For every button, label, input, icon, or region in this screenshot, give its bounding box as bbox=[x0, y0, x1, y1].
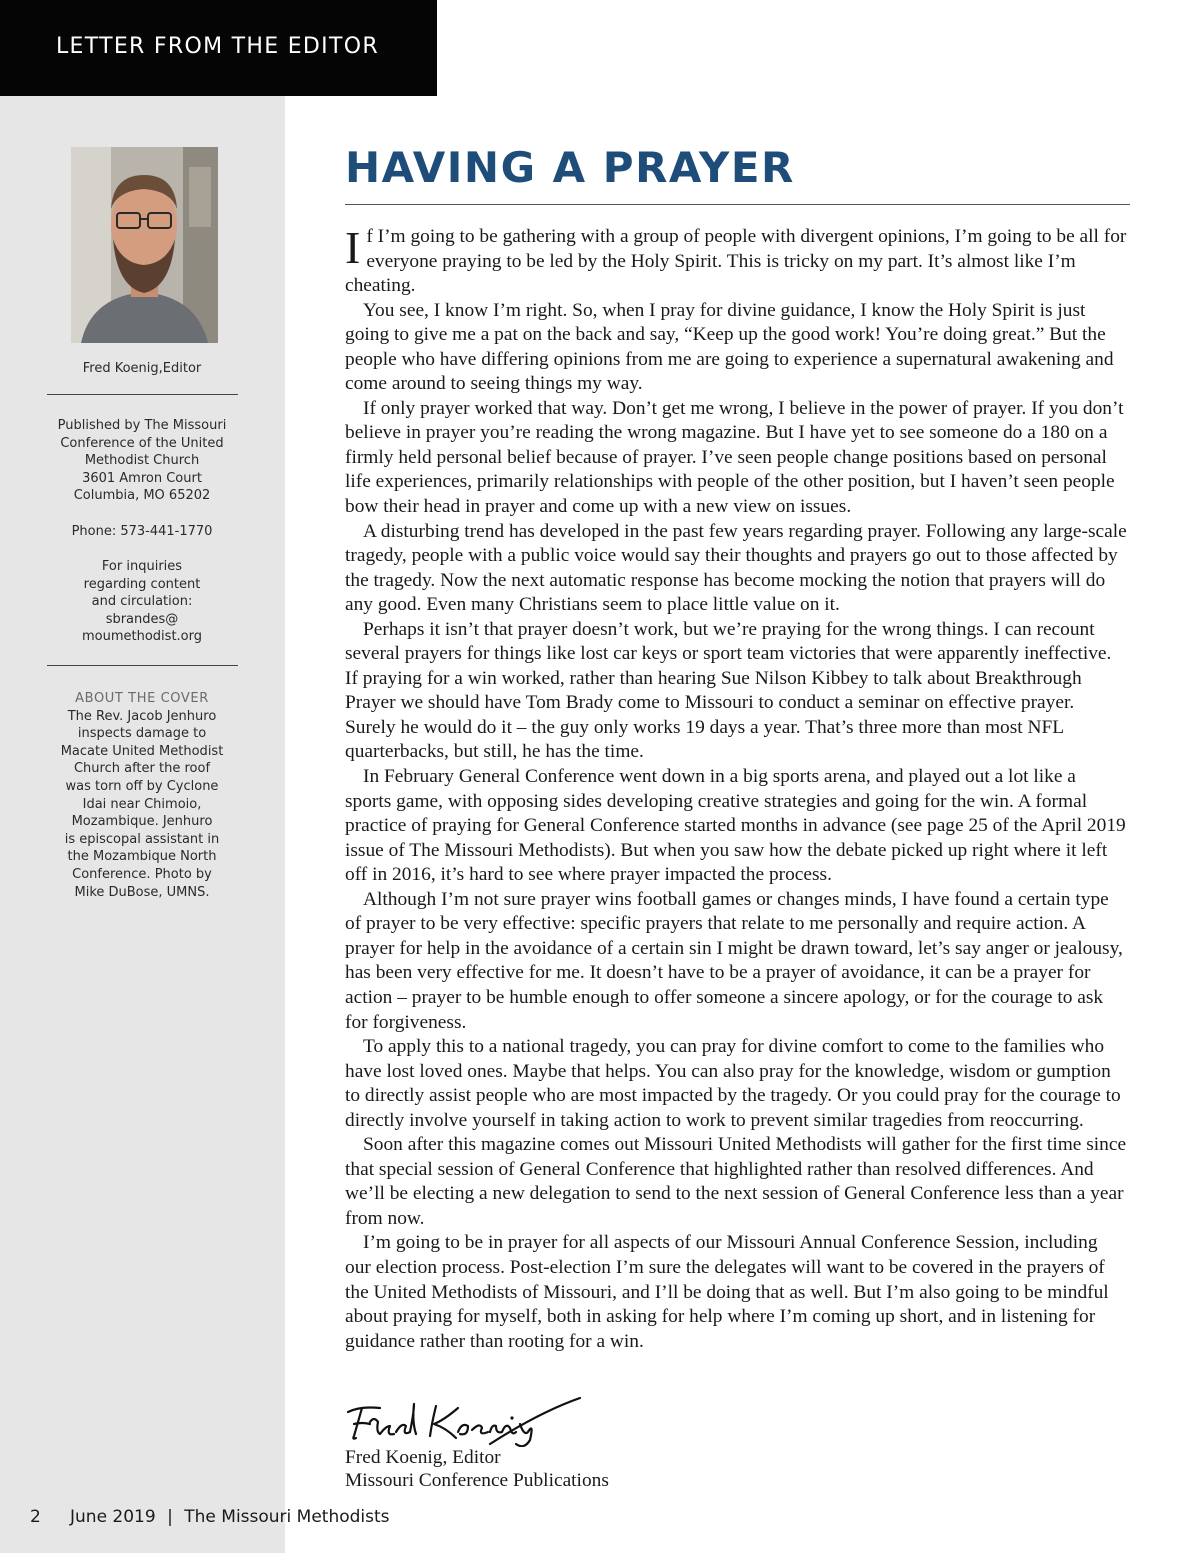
inquiries-line: moumethodist.org bbox=[82, 629, 202, 645]
footer-separator: | bbox=[167, 1507, 173, 1527]
cover-text-line: Church after the roof bbox=[73, 761, 211, 777]
inquiries-info bbox=[46, 558, 238, 646]
cover-text-line: inspects damage to bbox=[77, 726, 207, 742]
inquiries-line: For inquiries bbox=[101, 559, 183, 574]
photo-caption: Fred Koenig,Editor bbox=[82, 361, 202, 376]
sidebar-divider bbox=[47, 665, 238, 666]
publisher-info bbox=[46, 417, 238, 505]
publication-name: The Missouri Methodists bbox=[184, 1507, 390, 1527]
article-body bbox=[345, 222, 1127, 1354]
publisher-line: 3601 Amron Court bbox=[82, 470, 202, 486]
phone-number: Phone: 573-441-1770 bbox=[71, 524, 213, 539]
cover-heading: ABOUT THE COVER bbox=[75, 691, 209, 706]
sign-off-organization: Missouri Conference Publications bbox=[345, 1469, 609, 1491]
article-paragraph: If only prayer worked that way. Don’t get me wrong, I believe in the power of prayer. If you don’t believe in prayer you’re reading the wrong magazine. But I have yet to see someone do a 180 on a firmly held personal belief because of prayer. I’ve seen people change positions based on personal life experiences, primarily relationships with people of the other position, but I haven’t seen people bow their head in prayer and come up with a new view on issues. bbox=[345, 397, 1124, 518]
cover-text-line: the Mozambique North bbox=[67, 849, 217, 865]
page-footer bbox=[30, 1507, 390, 1527]
cover-text-line: The Rev. Jacob Jenhuro bbox=[67, 708, 217, 724]
inquiries-line: and circulation: bbox=[91, 594, 193, 610]
inquiries-line: regarding content bbox=[83, 576, 201, 592]
issue-date: June 2019 bbox=[70, 1507, 156, 1527]
cover-text-line: Macate United Methodist bbox=[60, 743, 224, 759]
article-paragraph: I’m going to be in prayer for all aspects of our Missouri Annual Conference Session, including our election process. Post-election I’m sure the delegates will want to be covered in the prayers of the United Methodists of Missouri, and I’ll be doing that as well. But I’m also going to be mindful about praying for myself, both in asking for help where I’m coming up short, and in listening for guidance rather than rooting for a win. bbox=[345, 1232, 1109, 1352]
article-paragraph: Although I’m not sure prayer wins football games or changes minds, I have found a certain type of prayer to be very effective: specific prayers that relate to me personally and require action. A prayer for help in the avoidance of a certain sin I might be drawn toward, let’s say anger or jealousy, has been very effective for me. It doesn’t have to be a prayer of avoidance, it can be a prayer for action – prayer to be humble enough to offer someone a sincere apology, or for the courage to ask for forgiveness. bbox=[345, 888, 1123, 1033]
page-number: 2 bbox=[30, 1507, 41, 1527]
cover-text-line: Conference. Photo by bbox=[72, 866, 212, 882]
editor-signature bbox=[340, 1392, 585, 1447]
cover-text-line: Mike DuBose, UMNS. bbox=[74, 884, 210, 900]
article-paragraph: Perhaps it isn’t that prayer doesn’t work, but we’re praying for the wrong things. I can recount several prayers for things like lost car keys or sport team victories that were apparently ineffective. If praying for a win worked, rather than hearing Sue Nilson Kibbey to talk about Breakthrough Prayer we should have Tom Brady come to Missouri to conduct a seminar on effective prayer. Surely he would do it – the guy only works 19 days a year. That’s three more than most NFL quarterbacks, but still, he has the time. bbox=[345, 618, 1112, 763]
publisher-line: Conference of the United bbox=[60, 435, 224, 451]
cover-text-line: Mozambique. Jenhuro bbox=[71, 814, 213, 830]
editor-photo bbox=[71, 147, 218, 343]
section-label: LETTER FROM THE EDITOR bbox=[56, 34, 379, 59]
article-paragraph: Soon after this magazine comes out Missouri United Methodists will gather for the first time since that special session of General Conference that highlighted rather than resolved differences. And we’ll be electing a new delegation to send to the next session of General Conference less than a year from now. bbox=[345, 1134, 1127, 1229]
publisher-line: Columbia, MO 65202 bbox=[73, 488, 211, 504]
sign-off-name: Fred Koenig, Editor bbox=[345, 1447, 501, 1468]
about-the-cover bbox=[46, 690, 238, 901]
publisher-line: Published by The Missouri bbox=[57, 418, 227, 433]
article-paragraph: In February General Conference went down in a big sports arena, and played out a lot like a sports game, with opposing sides developing creative strategies and going for the win. A formal practice of praying for General Conference started months in advance (see page 25 of the April 2019 issue of The Missouri Methodists). But when you saw how the debate picked up right where it left off in 2016, it’s hard to see where prayer impacted the process. bbox=[345, 766, 1126, 886]
inquiries-line: sbrandes@ bbox=[105, 611, 179, 627]
article-paragraph: If I’m going to be gathering with a group of people with divergent opinions, I’m going to be all for everyone praying to be led by the Holy Spirit. This is tricky on my part. It’s almost like I’m cheating. bbox=[345, 222, 1127, 297]
article-paragraph: A disturbing trend has developed in the past few years regarding prayer. Following any large-scale tragedy, people with a public voice would say their thoughts and prayers go out to those affected by the tragedy. Now the next automatic response has become mocking the notion that prayers will do any good. Even many Christians seem to place little value on it. bbox=[345, 520, 1127, 616]
cover-text-line: was torn off by Cyclone bbox=[65, 778, 219, 794]
sidebar-divider bbox=[47, 394, 238, 395]
sign-off bbox=[345, 1447, 609, 1492]
article-paragraph: To apply this to a national tragedy, you can pray for divine comfort to come to the families who have lost loved ones. Maybe that helps. You can also pray for the knowledge, wisdom or gumption to directly assist people who are most impacted by the tragedy. Or you could pray for the courage to directly involve yourself in taking action to work to prevent similar tragedies from reoccurring. bbox=[345, 1036, 1121, 1131]
title-divider bbox=[345, 204, 1130, 205]
article-paragraph: You see, I know I’m right. So, when I pray for divine guidance, I know the Holy Spirit is just going to give me a pat on the back and say, “Keep up the good work! You’re doing great.” But the people who have differing opinions from me are going to experience a supernatural awakening and come around to seeing things my way. bbox=[345, 299, 1114, 395]
cover-text-line: is episcopal assistant in bbox=[64, 831, 220, 847]
section-header bbox=[0, 0, 437, 96]
article-title: HAVING A PRAYER bbox=[345, 143, 795, 192]
publisher-line: Methodist Church bbox=[84, 453, 200, 469]
cover-text-line: Idai near Chimoio, bbox=[82, 796, 202, 812]
